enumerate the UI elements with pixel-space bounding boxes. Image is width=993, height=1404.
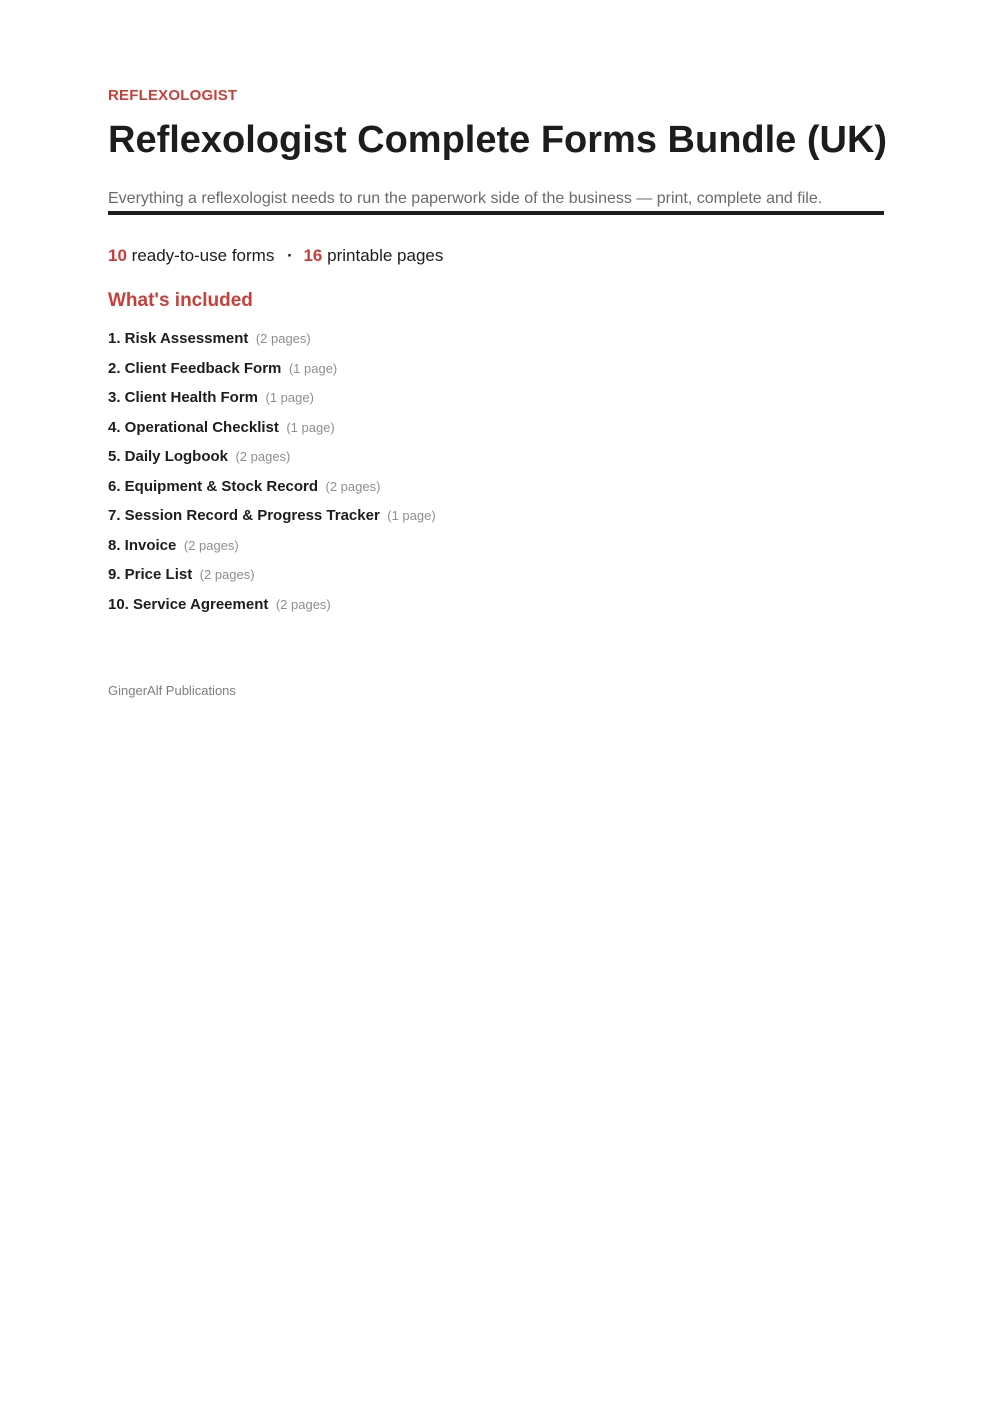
bundle-stats — [108, 245, 443, 267]
form-page-count: (2 pages) — [183, 537, 239, 553]
list-item — [108, 476, 436, 506]
form-page-count: (2 pages) — [235, 449, 291, 464]
form-page-count: (1 page) — [387, 508, 436, 523]
form-name: 5. Daily Logbook — [108, 448, 229, 465]
form-name: 4. Operational Checklist — [108, 418, 279, 436]
list-item — [108, 328, 436, 358]
form-page-count: (2 pages) — [255, 331, 311, 346]
list-item — [108, 535, 436, 565]
list-item — [108, 446, 436, 476]
pages-label: printable pages — [327, 246, 444, 265]
list-item — [108, 417, 436, 447]
list-item — [108, 387, 436, 417]
form-page-count: (2 pages) — [275, 596, 331, 612]
form-name: 3. Client Health Form — [108, 389, 259, 406]
page-subtitle: Everything a reflexologist needs to run the paperwork side of the business — print, complete and file. — [108, 190, 823, 207]
category-label: REFLEXOLOGIST — [108, 87, 238, 104]
stats-separator: · — [287, 246, 293, 265]
list-item — [108, 564, 436, 594]
form-name: 1. Risk Assessment — [108, 330, 249, 347]
form-page-count: (2 pages) — [325, 478, 381, 494]
list-item — [108, 594, 436, 624]
publisher-footer: GingerAlf Publications — [108, 683, 236, 698]
list-item — [108, 505, 436, 535]
included-forms-list — [108, 328, 436, 623]
section-heading-included: What's included — [108, 290, 253, 311]
form-name: 7. Session Record & Progress Tracker — [108, 507, 380, 524]
pages-count: 16 — [303, 246, 323, 265]
form-page-count: (1 page) — [265, 390, 314, 405]
page-title: Reflexologist Complete Forms Bundle (UK) — [108, 119, 888, 161]
forms-count: 10 — [108, 246, 127, 265]
form-page-count: (2 pages) — [199, 567, 255, 582]
form-name: 8. Invoice — [108, 536, 177, 554]
title-divider — [108, 211, 884, 215]
form-name: 2. Client Feedback Form — [108, 359, 282, 377]
list-item — [108, 358, 436, 388]
form-page-count: (1 page) — [288, 360, 338, 376]
form-page-count: (1 page) — [286, 419, 335, 435]
form-name: 9. Price List — [108, 566, 193, 583]
forms-label: ready-to-use forms — [131, 246, 275, 265]
form-name: 6. Equipment & Stock Record — [108, 477, 319, 495]
form-name: 10. Service Agreement — [108, 595, 269, 613]
